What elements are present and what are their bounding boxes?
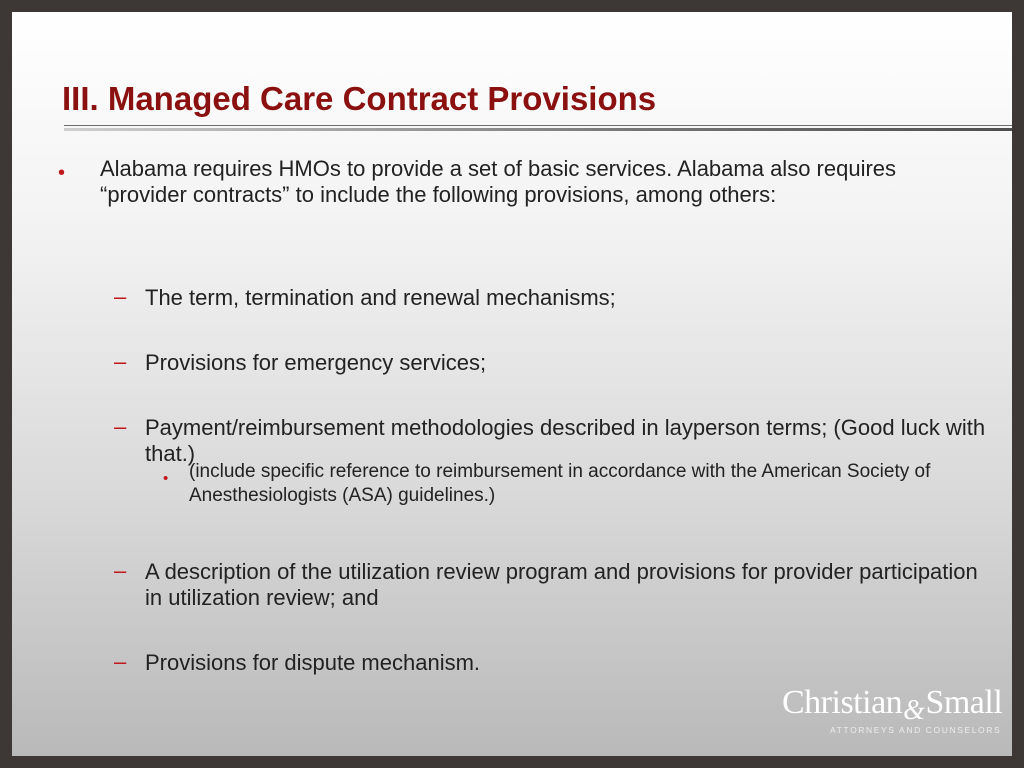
sub-item-emergency: Provisions for emergency services; [145,350,487,375]
title-divider-thin [64,125,1012,126]
logo-ampersand: & [903,695,925,726]
slide-title: III. Managed Care Contract Provisions [62,80,657,117]
firm-logo [782,684,1003,726]
nested-item-asa: (include specific reference to reimbursement in accordance with the American Society of Anesthesiologists (ASA) guidelines.) [189,461,931,506]
dash-marker-5: – [114,649,127,674]
bullet-marker: • [58,162,66,184]
slide [12,12,1012,756]
dash-marker-2: – [114,349,127,374]
dash-marker-1: – [114,284,127,309]
dash-marker-4: – [114,558,127,583]
main-bullet-text: Alabama requires HMOs to provide a set of basic services. Alabama also requires “provider contracts” to include the following provisions, among others: [100,156,897,207]
logo-name-left: Christian [782,684,903,721]
logo-name-right: Small [925,684,1003,721]
title-divider-thick [64,128,1012,131]
sub-item-term: The term, termination and renewal mechanisms; [145,285,616,310]
nested-bullet-marker: • [163,470,169,487]
dash-marker-3: – [114,414,127,439]
logo-tagline: ATTORNEYS AND COUNSELORS [830,725,1002,735]
sub-item-utilization: A description of the utilization review program and provisions for provider participation in utilization review; and [145,559,978,610]
sub-item-dispute: Provisions for dispute mechanism. [145,650,481,675]
sub-item-payment: Payment/reimbursement methodologies described in layperson terms; (Good luck with that.) [145,415,986,466]
